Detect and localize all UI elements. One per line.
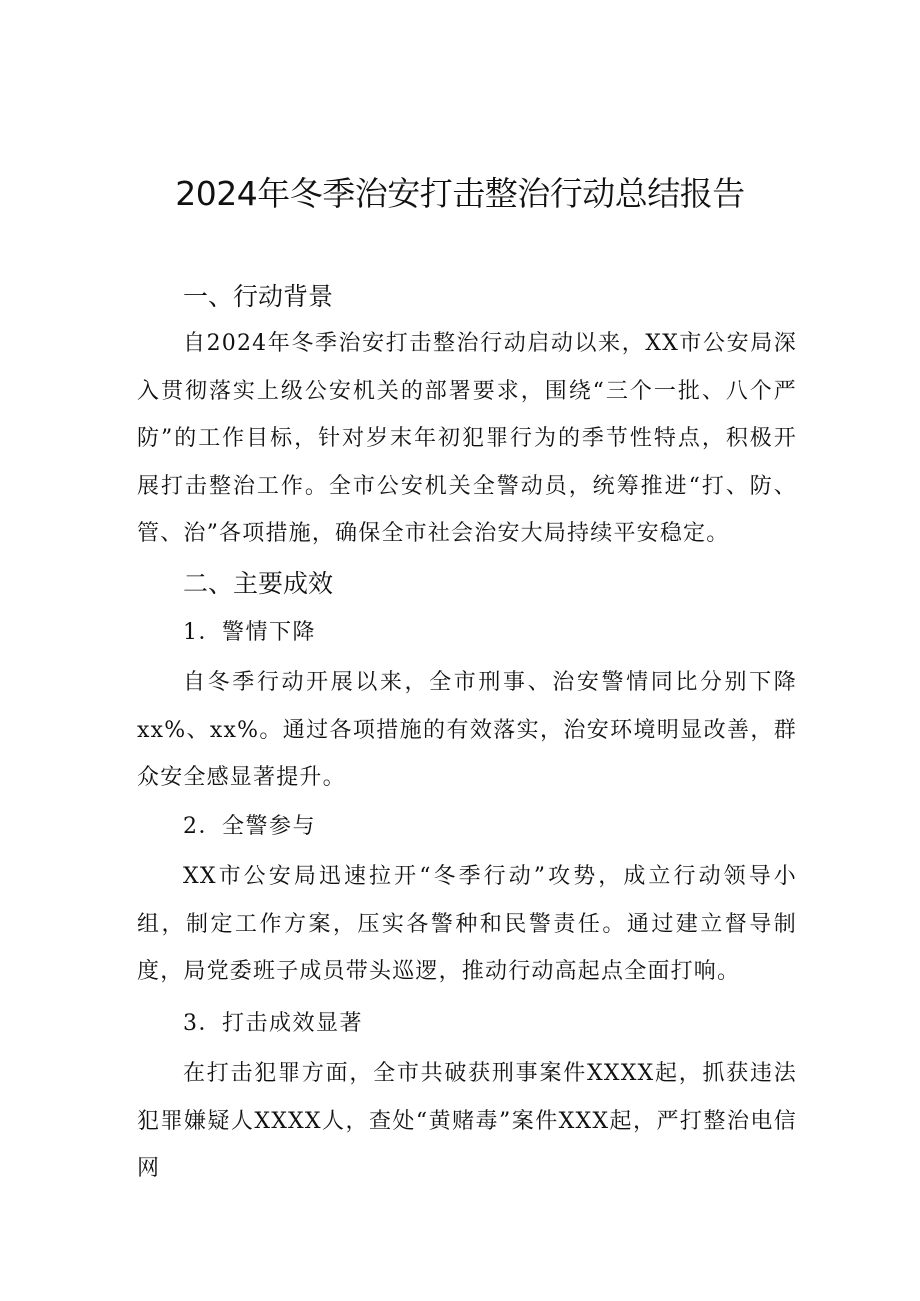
subsection-heading-all-police: 2．全警参与: [183, 814, 316, 839]
section-heading-results: 二、主要成效: [183, 569, 334, 598]
crackdown-results-paragraph: 在打击犯罪方面，全市共破获刑事案件XXXX起，抓获违法犯罪嫌疑人XXXX人，查处“黄赌毒”案件XXX起，严打整治电信网: [137, 1061, 797, 1181]
subsection-heading-alerts-decline: 1．警情下降: [183, 620, 316, 645]
section-heading-background: 一、行动背景: [183, 282, 334, 311]
subsection-heading-crackdown-results: 3．打击成效显著: [183, 1011, 363, 1036]
background-paragraph: 自2024年冬季治安打击整治行动启动以来，XX市公安局深入贯彻落实上级公安机关的部署要求，围绕“三个一批、八个严防”的工作目标，针对岁末年初犯罪行为的季节性特点，积极开展打击整治工作。全市公安机关全警动员，统筹推进“打、防、管、治”各项措施，确保全市社会治安大局持续平安稳定。: [137, 331, 797, 546]
all-police-paragraph: XX市公安局迅速拉开“冬季行动”攻势，成立行动领导小组，制定工作方案，压实各警种和民警责任。通过建立督导制度，局党委班子成员带头巡逻，推动行动高起点全面打响。: [137, 864, 797, 984]
document-title: 2024年冬季治安打击整治行动总结报告: [175, 174, 745, 213]
alerts-decline-paragraph: 自冬季行动开展以来，全市刑事、治安警情同比分别下降xx%、xx%。通过各项措施的有效落实，治安环境明显改善，群众安全感显著提升。: [137, 670, 797, 790]
